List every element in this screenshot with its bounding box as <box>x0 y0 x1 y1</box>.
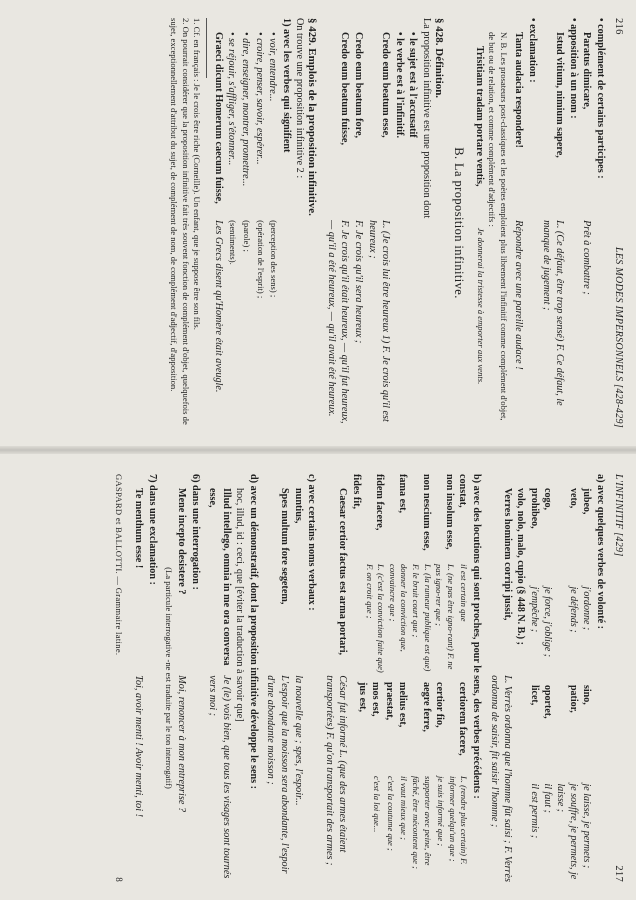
intro-line-exclamation: • exclamation : <box>527 18 539 83</box>
locution-item: constat, il est certain que <box>457 474 470 622</box>
verb-list <box>225 18 279 428</box>
footnote-1: 1. Cf. en français : Je le crois être riche (Corneille). Un enfant, que je suppose être son fils. <box>192 18 203 330</box>
right-running-head <box>613 474 624 882</box>
locution-item: certiorem facere, L. (rendre plus certain) F. informer quelqu'un que ; <box>447 682 470 865</box>
s428-point-subject: • le sujet est à l'accusatif <box>407 32 419 138</box>
verb-pair-row: prohibeo, j'empêche ; licet, il est permis ; <box>528 488 540 839</box>
example-paratus: Paratus dimicare, Prêt à combattre ; <box>581 32 593 295</box>
signature-number: 8 <box>113 877 124 882</box>
locution-item: melius est, il vaut mieux que ; <box>397 682 410 840</box>
section-c-heading: c) avec certains noms verbaux : <box>306 474 318 611</box>
example-spes: Spes multum fore segetem, L'espoir que la moisson sera abondante, l'espoir d'une abondante moisson ; <box>265 488 291 874</box>
locution-item: fides fit, <box>351 474 363 510</box>
left-running-head <box>613 18 624 428</box>
intro-line-apposition: • apposition à un nom : <box>567 18 579 119</box>
footnote-separator <box>206 18 207 78</box>
example-istud: Istud vitium, nimium sapere, L. (Ce défaut, être trop sensé) F. Ce défaut, le manque de jugement ; <box>540 32 566 406</box>
locutions-left <box>349 474 469 674</box>
section-428-text: La proposition infinitive est une proposition dont <box>421 18 433 219</box>
footnote-2: 2. On pourrait considérer que la proposition infinitive fait très souvent fonction de complément d'objet, quelquefois de sujet, exceptionnellement d'attribut du sujet, de complément de nom, de complément d'adjectif, d'apposition. <box>169 18 191 425</box>
section-e-note: (La particule interrogative -ne est traduite par le ton interrogatif) <box>164 567 175 789</box>
locution-item: aegre ferre, supporter avec peine, être fâché, être mécontent que ; <box>411 682 433 869</box>
left-running-title: LES MODES IMPERSONNELS [428-429] <box>613 247 624 428</box>
volition-verbs <box>514 474 593 882</box>
section-429-title: § 429. Emplois de la proposition infinitive. <box>306 18 319 216</box>
nb-note: N. B. Les prosateurs post-classiques et les poètes emploient plus librement l'infinitif comme complément d'objet, de but ou de relation, et comme complément d'adjectifs : <box>487 32 509 421</box>
verb-pair-row: veto, je défends ; patior, je souffre, je permets, je laisse ; <box>555 488 580 880</box>
example-caesar: Caesar certior factus est arma portari, César fut informé L. (que des armes étaient transportées) F. qu'on transportait des armes ; <box>323 488 349 866</box>
heading-proposition-infinitive: B. La proposition infinitive. <box>452 147 467 299</box>
example-illud: Illud intellego, omnia in me ora conversa esse, Je (le) vois bien, que tous les visages sont tournés vers moi ; <box>207 488 232 879</box>
locution-item: certior fio, je suis informé que ; <box>434 682 447 847</box>
right-page-number: 217 <box>613 865 624 882</box>
section-429-intro: On trouve une proposition infinitive 2 : <box>294 18 306 179</box>
verb-item: • voir, entendre... (perception des sens) ; <box>267 32 280 298</box>
example-mene: Mene incepto desistere ? Moi, renoncer à mon entreprise ? <box>175 488 187 812</box>
section-e-heading: 6) dans une interrogation : <box>189 474 201 590</box>
verb-item: • croire, penser, savoir, espérer... (opération de l'esprit) ; <box>253 32 266 299</box>
locution-item: non nescium esse, L. (la rumeur publique est que) F. le bruit court que ; <box>411 474 433 672</box>
section-d-heading: d) avec un démonstratif, dont la proposition infinitive développe le sens : <box>247 474 259 790</box>
example-credo-esse: Credo eum beatum esse, L. (Je crois lui être heureux 1) F. Je crois qu'il est heureux ; <box>366 32 392 422</box>
section-a-heading: a) avec quelques verbes de volonté : <box>595 474 606 630</box>
example-credo-fore: Credo eum beatum fore, F. Je crois qu'il sera heureux ; <box>353 32 365 344</box>
right-page <box>0 450 636 900</box>
intro-line-participes: • complément de certains participes : <box>595 18 606 179</box>
section-d-line: hoc, illud, id : ceci, que [éviter la traduction à savoir que] <box>234 488 246 722</box>
locution-item: fidem facere, L. (c'est la conviction faite que) F. on croit que ; <box>364 474 387 673</box>
verb-item: • dire, enseigner, montrer, promettre... (parole) ; <box>239 32 252 252</box>
locution-item: mos est, c'est la loi que... <box>370 682 383 833</box>
locution-item: praestat, c'est la coutume que ; <box>383 682 396 851</box>
section-f-heading: 7) dans une exclamation : <box>146 474 158 585</box>
verb-pair-row: cogo, je force, j'oblige ; oportet, il faut ; <box>541 488 553 813</box>
nb-example: Trisitiam tradam portare ventis, Je donnerai la tristesse à emporter aux vents. <box>473 46 486 385</box>
verb-pair-row: jubeo, j'ordonne ; sino, je laisse, je permets ; <box>581 488 593 869</box>
verb-item: • se réjouir, s'affliger, s'étonner... (sentiments). <box>226 32 239 265</box>
example-te-menthum: Te menthum esse ! Toi, avoir menti ! Avoir menti, toi ! <box>133 488 145 818</box>
example-graeci: Graeci dicunt Homerum caecum fuisse, Les Grecs disent qu'Homère était aveugle. <box>212 32 224 393</box>
right-running-title: L'INFINITIF [429] <box>613 474 624 557</box>
right-footer <box>112 474 124 882</box>
section-b-heading: b) avec des locutions qui sont proches, pour le sens, des verbes précédents : <box>471 474 482 799</box>
section-429-sub1: 1) avec les verbes qui signifient <box>280 18 292 153</box>
example-nuntius: nuntius, la nouvelle que ; spes, l'espoir... <box>292 488 304 806</box>
locutions-right <box>349 682 469 882</box>
intro-block <box>512 18 607 428</box>
footer-credit: GASPARD et BALLOTTI. — Grammaire latine. <box>113 474 124 656</box>
section-428-title: § 428. Définition. <box>433 18 446 99</box>
locution-item: jus est, <box>356 682 368 712</box>
example-verres: Verres hominem corripi jussit, L. Verrès ordonna que l'homme fût saisi ; F. Verrès ordonna de saisir, fit saisir l'homme ; <box>488 488 514 883</box>
left-page-number: 216 <box>613 18 624 35</box>
locution-item: fama est, donner la conviction que, convaincre que ; <box>387 474 410 652</box>
example-tanta: Tanta audacia respondere! Répondre avec une pareille audace ! <box>513 32 525 370</box>
verb-pair-row: volo, nolo, malo, cupio (§ 448 N. B.) ; <box>515 488 527 645</box>
locution-item: non insolum esse, L. (ne pas être igno-rant) F. ne pas igno-rer que ; <box>434 474 456 670</box>
s428-point-verb: • le verbe est à l'infinitif. <box>393 32 405 138</box>
locutions-columns <box>349 474 469 882</box>
example-credo-fuisse: Credo eum beatum fuisse, F. Je crois qu'il était heureux, — qu'il fut heureux, — qu'il a été heureux, — qu'il avait été heureux. <box>325 32 351 424</box>
